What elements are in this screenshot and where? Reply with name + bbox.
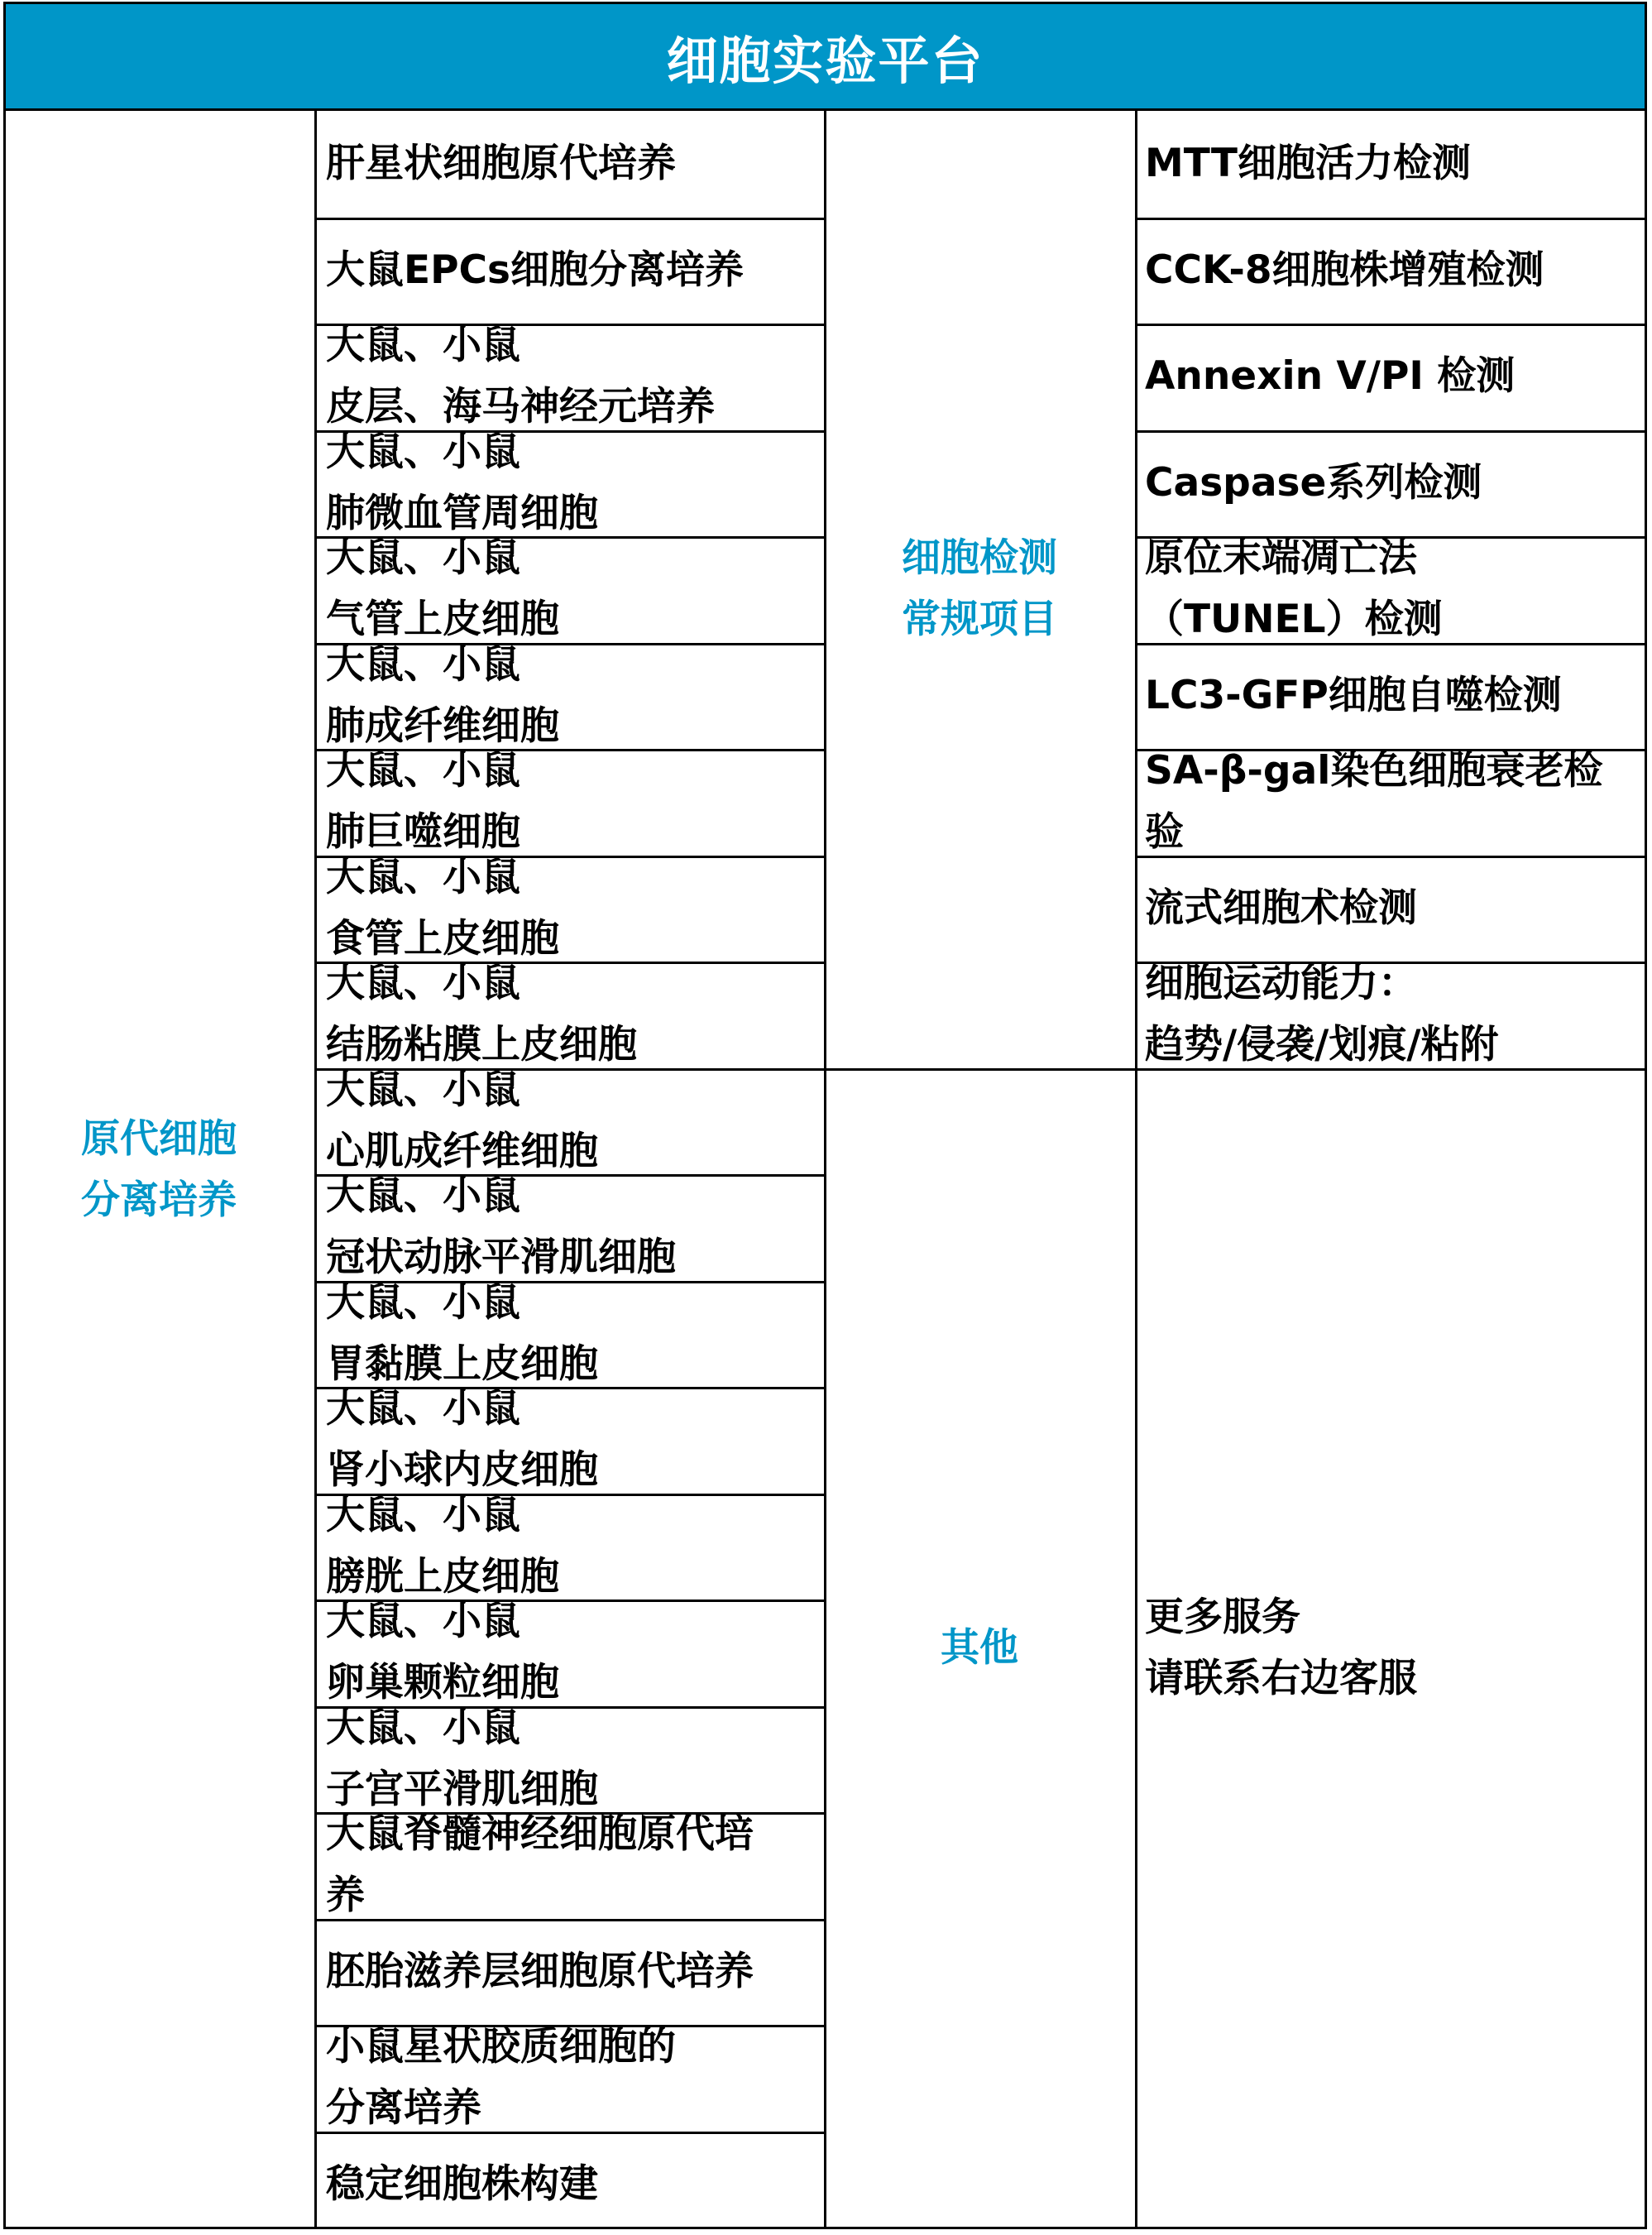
primary-item [326, 1804, 819, 1926]
detection-item-line: 原位末端凋亡法 [1145, 535, 1417, 582]
primary-item-line: 大鼠、小鼠 [326, 1599, 520, 1645]
primary-item [326, 1591, 819, 1714]
primary-item [326, 528, 819, 650]
category-other [824, 1618, 1135, 1679]
primary-item [326, 1273, 819, 1395]
detection-item [1145, 741, 1640, 863]
primary-item [326, 422, 819, 544]
table-border-right [1645, 111, 1647, 2229]
primary-item-line: 分离培养 [326, 2085, 481, 2132]
other-item-line: 请联系右边客服 [1145, 1656, 1417, 1702]
group-divider [824, 1068, 1647, 1071]
row-divider [314, 218, 824, 220]
detection-item [1145, 346, 1640, 407]
primary-item-line: 大鼠、小鼠 [326, 1067, 520, 1113]
category-other-line: 其他 [941, 1625, 1018, 1671]
row-divider [1135, 856, 1647, 858]
primary-item [326, 847, 819, 970]
detection-item-line: （TUNEL）检测 [1145, 597, 1443, 643]
detection-item-line: LC3-GFP细胞自噬检测 [1145, 672, 1562, 718]
primary-item [326, 1941, 819, 2002]
primary-item-line: 大鼠、小鼠 [326, 323, 520, 369]
primary-item-line: 气管上皮细胞 [326, 597, 559, 643]
detection-item-line: 细胞运动能力： [1145, 961, 1417, 1007]
primary-item-line: 肺成纤维细胞 [326, 703, 559, 749]
detection-item-line: MTT细胞活力检测 [1145, 141, 1471, 187]
category-detection-line: 细胞检测 [902, 535, 1057, 582]
row-divider [1135, 324, 1647, 326]
primary-item [326, 1698, 819, 1820]
primary-item [326, 1060, 819, 1182]
primary-item-line: 大鼠、小鼠 [326, 1492, 520, 1538]
primary-item-line: 食管上皮细胞 [326, 915, 559, 962]
category-primary-line: 分离培养 [81, 1177, 237, 1223]
detection-item [1145, 528, 1640, 650]
row-divider [1135, 643, 1647, 645]
primary-item-line: 大鼠脊髓神经细胞原代培 [326, 1811, 754, 1858]
primary-item-line: 结肠粘膜上皮细胞 [326, 1022, 637, 1068]
primary-item-line: 大鼠、小鼠 [326, 1386, 520, 1432]
primary-item-line: 大鼠、小鼠 [326, 1279, 520, 1326]
category-detection [824, 528, 1135, 650]
row-divider [314, 2132, 824, 2134]
other-item [1145, 1587, 1640, 1710]
detection-item-line: 趋势/侵袭/划痕/粘附 [1145, 1022, 1499, 1068]
row-divider [314, 1919, 824, 1921]
primary-item [326, 1485, 819, 1608]
detection-item [1145, 665, 1640, 727]
detection-item [1145, 878, 1640, 939]
primary-item-line: 大鼠、小鼠 [326, 1705, 520, 1751]
primary-item [326, 133, 819, 194]
primary-item-line: 肺微血管周细胞 [326, 490, 598, 536]
detection-item [1145, 453, 1640, 514]
category-detection-line: 常规项目 [902, 597, 1057, 643]
column-divider [1135, 111, 1137, 2229]
primary-item [326, 953, 819, 1076]
detection-item-line: Caspase系列检测 [1145, 459, 1482, 506]
primary-item-line: 皮层、海马神经元培养 [326, 384, 715, 430]
other-item-line: 更多服务 [1145, 1595, 1300, 1641]
primary-item-line: 养 [326, 1873, 365, 1919]
primary-item-line: 小鼠星状胶质细胞的 [326, 2024, 676, 2070]
primary-item-line: 胃黏膜上皮细胞 [326, 1341, 598, 1387]
primary-item [326, 1166, 819, 1288]
primary-item-line: 稳定细胞株构建 [326, 2161, 598, 2207]
primary-item-line: 膀胱上皮细胞 [326, 1553, 559, 1600]
detection-item-line: 验 [1145, 809, 1184, 856]
primary-item-line: 大鼠、小鼠 [326, 854, 520, 900]
primary-item [326, 635, 819, 757]
page-title: 细胞实验平台 [666, 30, 984, 91]
primary-item [326, 240, 819, 301]
column-divider [314, 111, 317, 2229]
primary-item-line: 大鼠EPCs细胞分离培养 [326, 247, 745, 293]
primary-item-line: 肝星状细胞原代培养 [326, 141, 676, 187]
detection-item [1145, 133, 1640, 194]
primary-item-line: 肺巨噬细胞 [326, 809, 520, 856]
detection-item-line: 流式细胞术检测 [1145, 885, 1417, 931]
primary-item-line: 卵巢颗粒细胞 [326, 1660, 559, 1706]
detection-item-line: SA-β-gal染色细胞衰老检 [1145, 748, 1603, 794]
detection-item-line: Annexin V/PI 检测 [1145, 353, 1516, 400]
detection-item-line: CCK-8细胞株增殖检测 [1145, 247, 1544, 293]
table-header [3, 2, 1647, 111]
primary-item [326, 315, 819, 438]
primary-item-line: 大鼠、小鼠 [326, 1173, 520, 1220]
primary-item-line: 心肌成纤维细胞 [326, 1128, 598, 1174]
primary-item-line: 大鼠、小鼠 [326, 641, 520, 688]
primary-item-line: 大鼠、小鼠 [326, 429, 520, 475]
row-divider [1135, 218, 1647, 220]
row-divider [1135, 430, 1647, 433]
detection-item [1145, 953, 1640, 1076]
detection-item [1145, 240, 1640, 301]
primary-item-line: 肾小球内皮细胞 [326, 1447, 598, 1494]
column-divider [824, 111, 826, 2229]
category-primary-line: 原代细胞 [81, 1116, 237, 1162]
primary-item-line: 胚胎滋养层细胞原代培养 [326, 1948, 754, 1994]
category-primary [3, 1109, 314, 1231]
primary-item [326, 741, 819, 863]
primary-item [326, 2154, 819, 2215]
primary-item-line: 大鼠、小鼠 [326, 748, 520, 794]
primary-item-line: 冠状动脉平滑肌细胞 [326, 1235, 676, 1281]
primary-item-line: 大鼠、小鼠 [326, 535, 520, 582]
primary-item-line: 子宫平滑肌细胞 [326, 1766, 598, 1812]
primary-item [326, 2017, 819, 2139]
primary-item [326, 1379, 819, 1501]
primary-item-line: 大鼠、小鼠 [326, 961, 520, 1007]
